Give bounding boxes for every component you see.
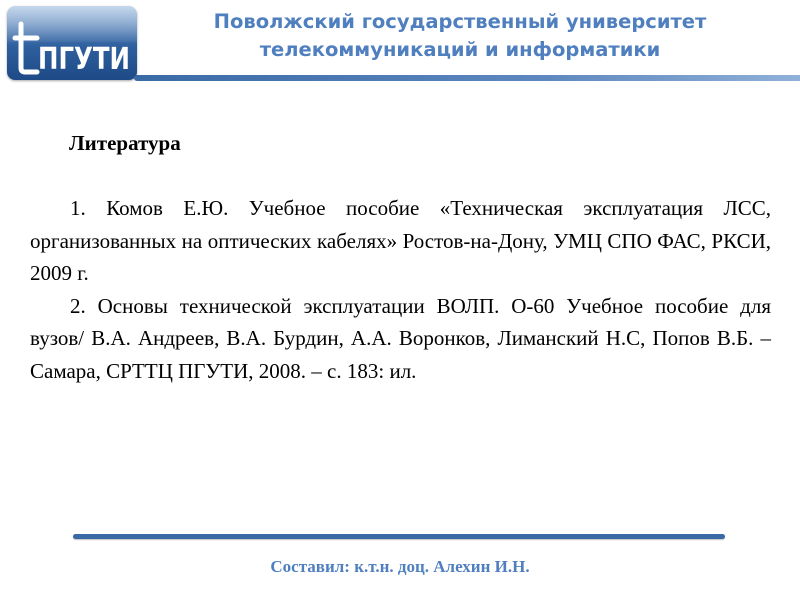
logo-emblem-icon xyxy=(7,6,137,80)
reference-item-1: 1. Комов Е.Ю. Учебное пособие «Техническая эксплуатация ЛСС, организованных на оптических кабелях» Ростов-на-Дону, УМЦ СПО ФАС, РКСИ, 2009 г. xyxy=(30,196,771,285)
university-title xyxy=(150,8,770,64)
title-line-2: телекоммуникаций и информатики xyxy=(259,38,661,61)
logo-text: ПГУТИ xyxy=(38,42,130,77)
title-line-1: Поволжский государственный университет xyxy=(213,10,707,33)
author-credit: Составил: к.т.н. доц. Алехин И.Н. xyxy=(270,557,530,576)
reference-list xyxy=(30,192,771,387)
university-logo xyxy=(7,6,137,80)
footer-divider xyxy=(73,534,725,539)
reference-item-2: 2. Основы технической эксплуатации ВОЛП. О-60 Учебное пособие для вузов/ В.А. Андреев, В.А. Бурдин, А.А. Воронков, Лиманский Н.С, Попов В.Б. – Самара, СРТТЦ ПГУТИ, 2008. – с. 183: ил. xyxy=(30,293,771,383)
section-heading: Литература xyxy=(69,131,181,155)
header-divider xyxy=(134,75,800,81)
